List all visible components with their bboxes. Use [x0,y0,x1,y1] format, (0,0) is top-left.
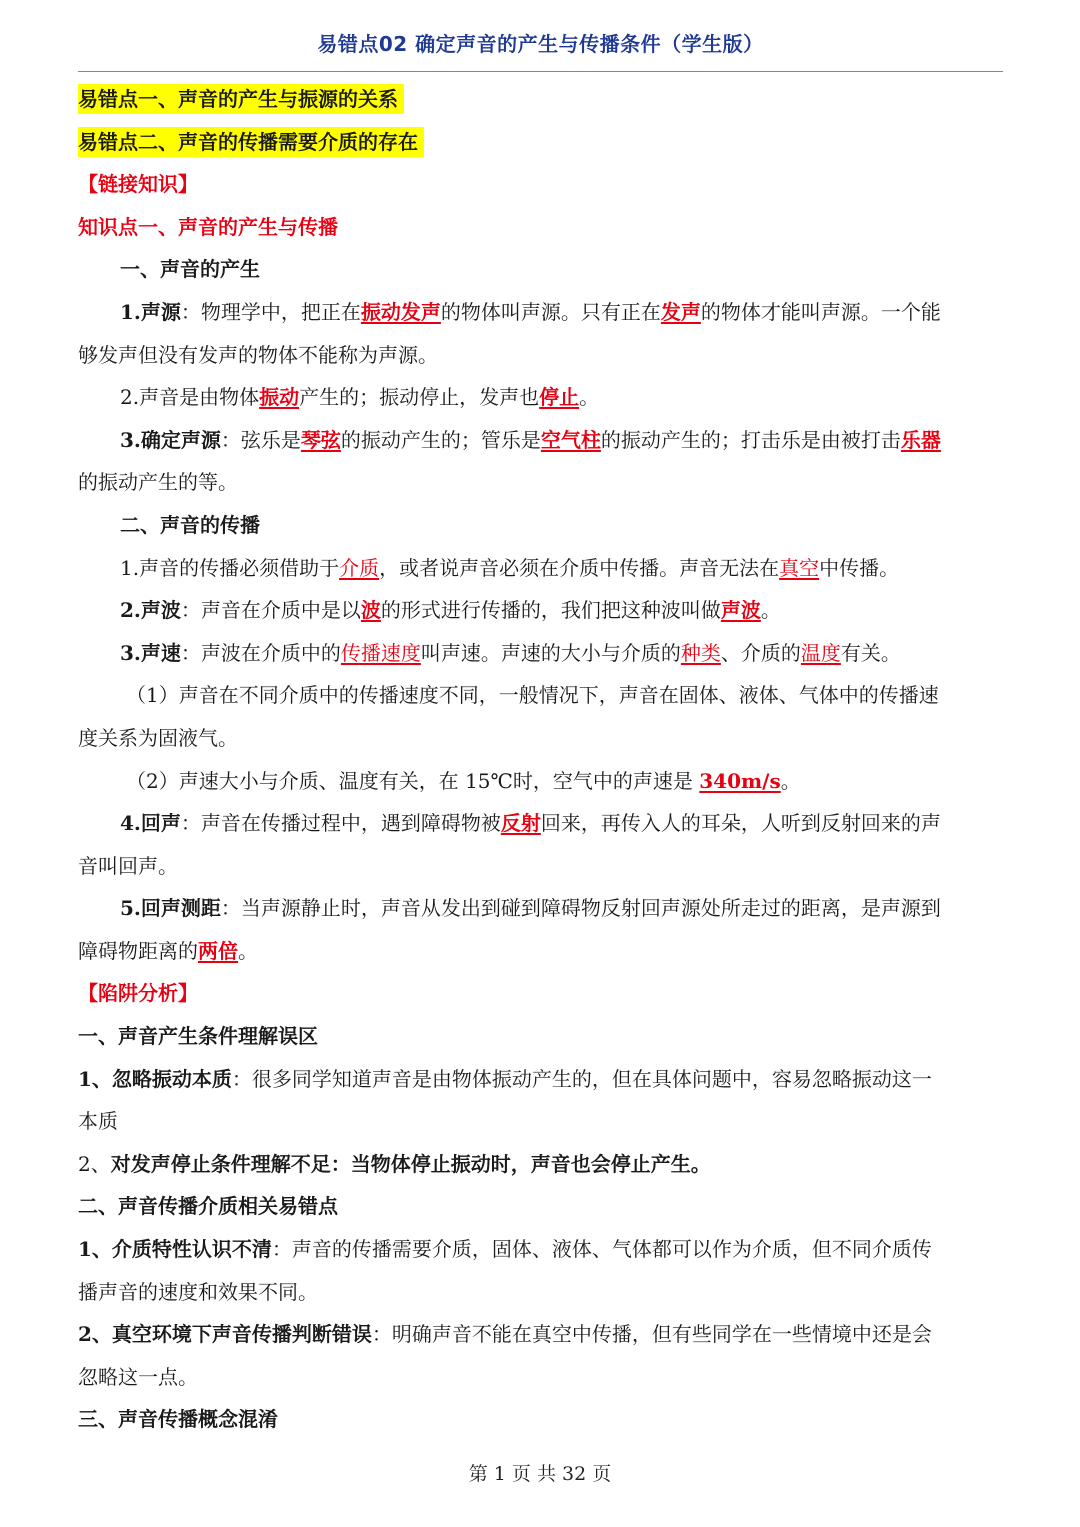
answer-blank: 空气柱 [540,427,601,452]
trap-heading-3: 三、声音传播概念混淆 [78,1407,278,1432]
document-body [78,78,1003,1441]
para-sound-speed: 3.声速：声波在介质中的传播速度叫声速。声速的大小与介质的种类、介质的温度有关。 [120,640,901,665]
trap-item-4: 2、真空环境下声音传播判断错误：明确声音不能在真空中传播，但有些同学在一些情境中还是会 [78,1322,932,1347]
page-header-title: 易错点02 确定声音的产生与传播条件（学生版） [317,32,764,56]
para-sound-source: 1.声源：物理学中，把正在振动发声的物体叫声源。只有正在发声的物体才能叫声源。一个能 [120,299,941,324]
section-trap-analysis: 【陷阱分析】 [78,981,198,1006]
answer-blank: 种类 [680,640,721,665]
answer-blank: 传播速度 [340,640,421,665]
para-identify-source-cont: 的振动产生的等。 [78,470,238,495]
para-speed-note-2: （2）声速大小与介质、温度有关，在 15℃时，空气中的声速是 340m/s。 [126,768,801,793]
subheading-sound-production: 一、声音的产生 [120,257,260,282]
trap-heading-2: 二、声音传播介质相关易错点 [78,1194,338,1219]
trap-item-3-cont: 播声音的速度和效果不同。 [78,1279,318,1304]
para-echo-ranging: 5.回声测距：当声源静止时，声音从发出到碰到障碍物反射回声源处所走过的距离，是声源到 [120,896,941,921]
answer-blank: 乐器 [900,427,941,452]
section-link-knowledge: 【链接知识】 [78,172,198,197]
para-speed-note-1-cont: 度关系为固液气。 [78,725,238,750]
para-echo-cont: 音叫回声。 [78,853,178,878]
para-medium: 1.声音的传播必须借助于介质，或者说声音必须在介质中传播。声音无法在真空中传播。 [120,555,900,580]
para-sound-wave: 2.声波：声音在介质中是以波的形式进行传播的，我们把这种波叫做声波。 [120,598,781,623]
para-vibration: 2.声音是由物体振动产生的；振动停止，发声也停止。 [120,385,600,410]
highlight-heading-1: 易错点一、声音的产生与振源的关系 [78,78,1003,121]
para-sound-source-cont: 够发声但没有发声的物体不能称为声源。 [78,342,438,367]
answer-blank: 振动 [259,385,300,410]
answer-blank: 声波 [720,598,761,623]
trap-item-3: 1、介质特性认识不清：声音的传播需要介质，固体、液体、气体都可以作为介质，但不同介质传 [78,1237,932,1262]
answer-blank: 反射 [500,811,541,836]
answer-blank: 真空 [779,555,820,580]
trap-item-4-cont: 忽略这一点。 [78,1364,198,1389]
subheading-sound-propagation: 二、声音的传播 [120,512,260,537]
trap-item-2: 2、对发声停止条件理解不足：当物体停止振动时，声音也会停止产生。 [78,1151,711,1176]
para-speed-note-1: （1）声音在不同介质中的传播速度不同，一般情况下，声音在固体、液体、气体中的传播速 [126,683,939,708]
para-echo-ranging-cont: 障碍物距离的两倍。 [78,938,258,963]
answer-blank: 振动发声 [360,299,441,324]
highlight-heading-2: 易错点二、声音的传播需要介质的存在 [78,121,1003,164]
header-divider [78,71,1003,72]
answer-blank: 发声 [660,299,701,324]
para-echo: 4.回声：声音在传播过程中，遇到障碍物被反射回来，再传入人的耳朵，人听到反射回来的声 [120,811,941,836]
trap-item-1: 1、忽略振动本质：很多同学知道声音是由物体振动产生的，但在具体问题中，容易忽略振动这一 [78,1066,932,1091]
trap-heading-1: 一、声音产生条件理解误区 [78,1024,318,1049]
para-identify-source: 3.确定声源：弦乐是琴弦的振动产生的；管乐是空气柱的振动产生的；打击乐是由被打击乐器 [120,427,941,452]
answer-blank: 介质 [339,555,380,580]
answer-blank: 停止 [539,385,580,410]
answer-blank: 温度 [800,640,841,665]
answer-blank: 琴弦 [300,427,341,452]
page-number: 第 1 页 共 32 页 [468,1463,612,1485]
knowledge-point-1: 知识点一、声音的产生与传播 [78,214,338,239]
answer-blank: 两倍 [198,938,238,963]
answer-blank: 波 [360,598,381,623]
trap-item-1-cont: 本质 [78,1109,118,1134]
answer-blank: 340m/s [699,768,781,793]
